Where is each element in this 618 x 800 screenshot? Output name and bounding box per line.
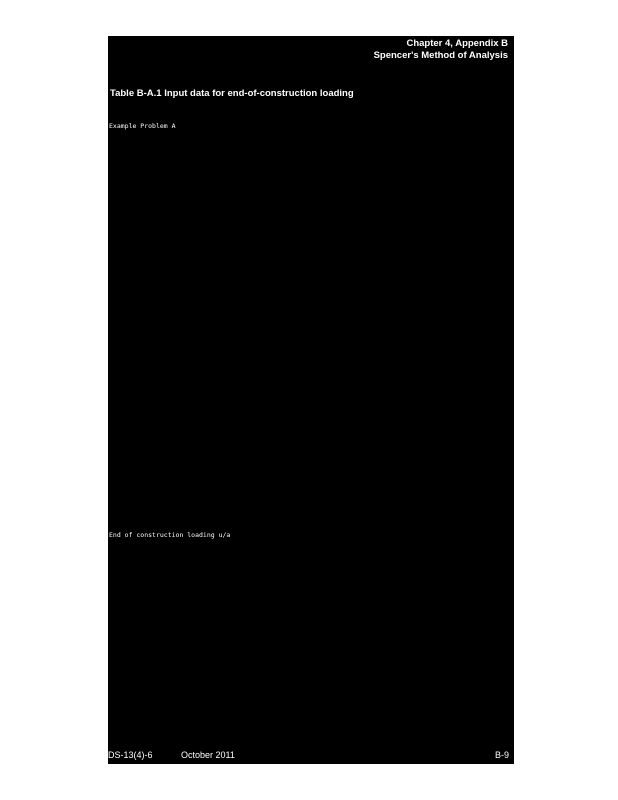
listing-value: 0 (33, 489, 37, 498)
listing-value: 0 (4, 489, 8, 498)
listing-value: 0 (4, 457, 8, 466)
listing-value: 0 (4, 481, 8, 490)
listing-value: 70.0 (21, 620, 37, 629)
listing-value: 0.1 (25, 637, 37, 645)
listing-heading: End of construction loading u/a (109, 530, 231, 539)
footer-doc-id: DS-13(4)-6 (108, 750, 153, 760)
listing-value: 0 (33, 465, 37, 474)
listing-value: 0 (33, 449, 37, 458)
table-title: Table B-A.1 Input data for end-of-construction loading (110, 88, 354, 99)
footer-page-number: B-9 (494, 750, 509, 760)
listing-value: 0 (4, 449, 8, 458)
footer-date: October 2011 (181, 750, 235, 760)
section-header: Spencer's Method of Analysis (373, 50, 508, 61)
listing-heading: Example Problem A (109, 122, 176, 131)
chapter-header: Chapter 4, Appendix B (406, 38, 508, 49)
listing-value: 0 (33, 457, 37, 466)
listing-value: 0 (4, 473, 8, 482)
listing-value: 0 (4, 465, 8, 474)
listing-value: 0 (33, 473, 37, 482)
listing-value: 62.4 (21, 130, 37, 139)
document-page (4, 36, 514, 764)
listing-value: 0 (33, 481, 37, 490)
